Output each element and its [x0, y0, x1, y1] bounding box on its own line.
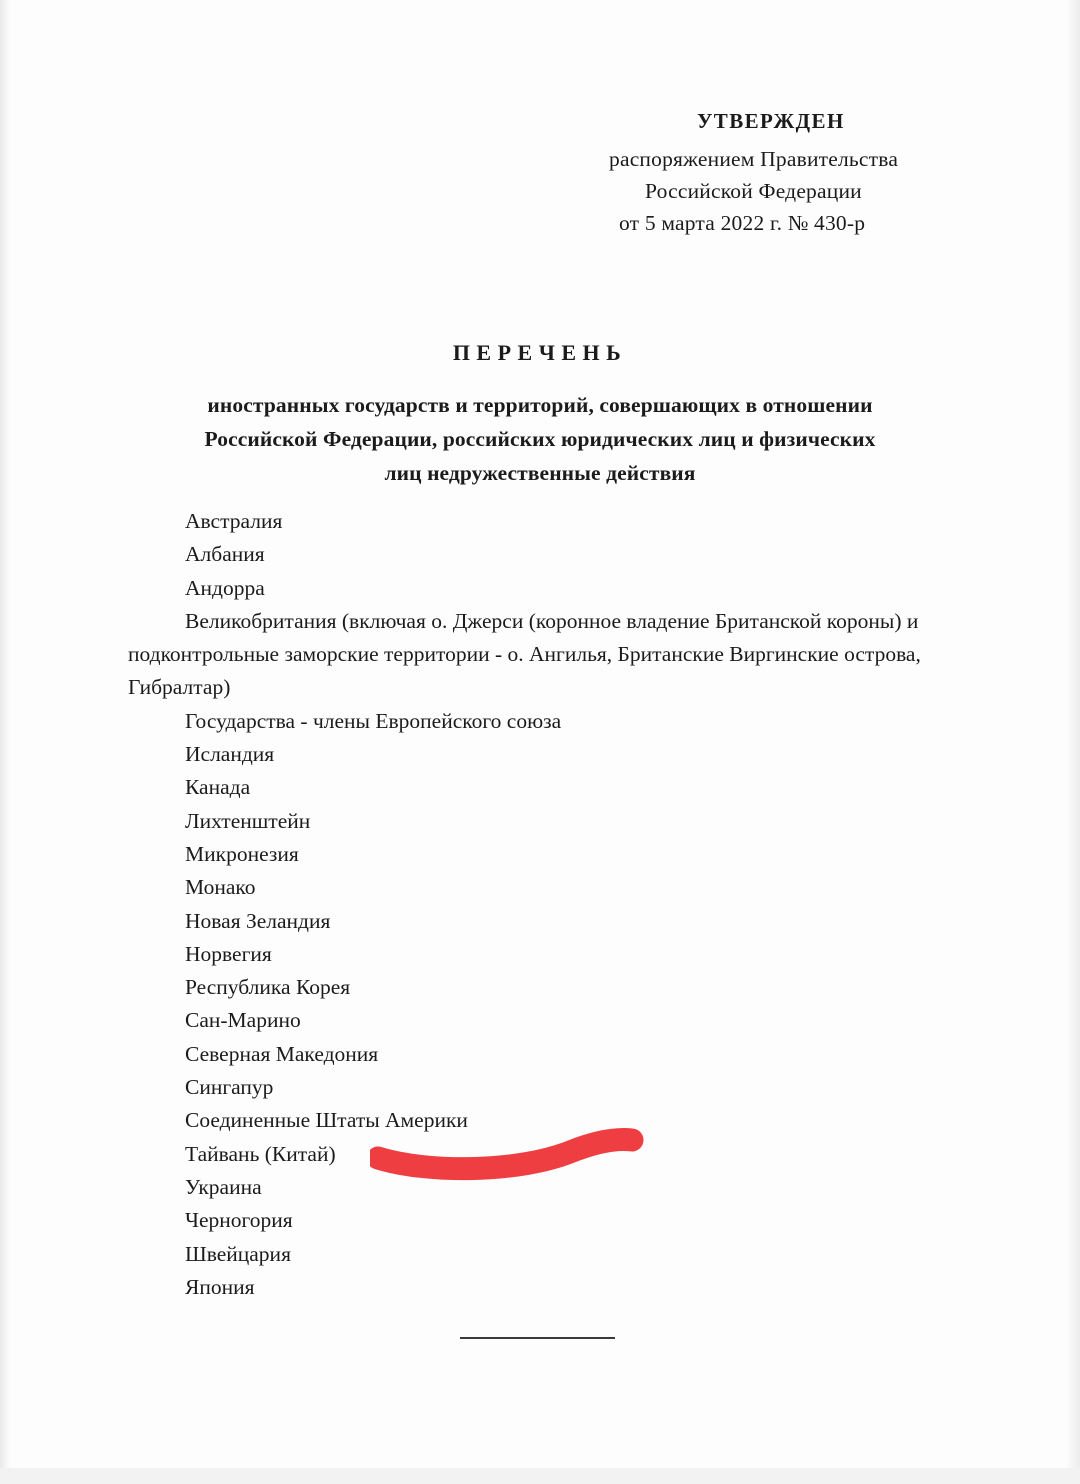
list-item: Государства - члены Европейского союза: [185, 708, 562, 733]
list-item: Великобритания (включая о. Джерси (коронное владение Британской короны) и подконтрольные заморские территории - о. Ангилья, Британские Виргинские острова, Гибралтар): [128, 608, 921, 700]
approval-heading: УТВЕРЖДЕН: [697, 109, 845, 133]
list-item-taiwan: Тайвань (Китай): [185, 1141, 336, 1166]
list-item: Норвегия: [185, 941, 272, 966]
document-subtitle: [128, 388, 952, 490]
list-item: Австралия: [185, 509, 283, 533]
list-item: Монако: [185, 875, 256, 900]
approval-line-1: распоряжением Правительства: [609, 147, 899, 171]
list-item: Северная Македония: [185, 1041, 379, 1066]
list-item: Япония: [185, 1274, 255, 1299]
list-item: Новая Зеландия: [185, 908, 331, 933]
list-item: Соединенные Штаты Америки: [185, 1108, 468, 1133]
list-item: Микронезия: [185, 841, 299, 866]
list-item: Исландия: [185, 742, 275, 767]
list-item: Швейцария: [185, 1241, 291, 1266]
approval-block: [575, 105, 1005, 239]
list-item: Черногория: [185, 1208, 293, 1233]
list-item: Лихтенштейн: [185, 808, 311, 833]
photo-bottom-edge: [0, 1468, 1080, 1484]
list-item: Сан-Марино: [185, 1008, 301, 1033]
scan-edge-right: [1066, 0, 1080, 1484]
list-item: Республика Корея: [185, 975, 351, 1000]
footer-separator: [460, 1337, 615, 1339]
country-list: [128, 505, 968, 1304]
list-item: Канада: [185, 775, 251, 800]
scan-edge-left: [0, 0, 10, 1484]
list-item: Андорра: [185, 575, 265, 600]
subtitle-line-3: лиц недружественные действия: [384, 461, 696, 485]
approval-line-2: Российской Федерации: [645, 179, 862, 203]
list-item: Сингапур: [185, 1075, 274, 1100]
list-item: Украина: [185, 1174, 262, 1199]
list-item: Албания: [185, 542, 265, 567]
approval-line-3: от 5 марта 2022 г. № 430-р: [619, 211, 866, 235]
subtitle-line-1: иностранных государств и территорий, совершающих в отношении: [207, 393, 873, 417]
subtitle-line-2: Российской Федерации, российских юридических лиц и физических: [204, 427, 876, 451]
document-title: ПЕРЕЧЕНЬ: [452, 340, 628, 365]
